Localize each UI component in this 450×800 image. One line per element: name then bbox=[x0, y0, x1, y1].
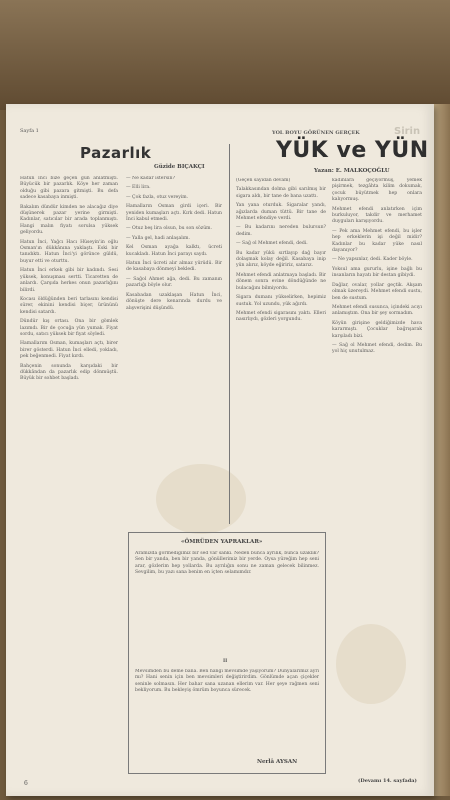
paragraph: Mehmet efendi sigarasını yaktı. Elleri nasırlıydı, gözleri yorgundu. bbox=[236, 310, 326, 323]
right-article-title: YÜK ve YÜN bbox=[276, 138, 429, 163]
paragraph: Mehmet efendi anlatmaya başladı. Bir dönem sonra evine döndüğünde ne bulacağını bilmiyordu. bbox=[236, 272, 326, 291]
paragraph: Kocası öldüğünden beri tarlasını kendisi sürer, ekinini kendisi biçer, ürününü kendisi satardı. bbox=[20, 296, 118, 315]
paragraph: Hatun İnci erkek gibi bir kadındı. Sesi yüksek, konuşması sertti. Ticaretten de anlardı. Çarşıda herkes onun pazarlığını bilirdi. bbox=[20, 268, 118, 293]
right-article-column-1 bbox=[236, 178, 326, 530]
paragraph: Talakkasından dolma gibi sarılmış bir sigara aldı, bir tane de bana uzattı. bbox=[236, 187, 326, 199]
paragraph: — Ne kadar istersin? bbox=[126, 176, 175, 181]
paragraph: Köyün girişine geldiğimizde hava kararmıştı. Çocuklar bağrışarak karşıladı bizi. bbox=[332, 320, 422, 339]
paragraph: Bahçenin sonunda karşıdaki bir dükkândan da pazarlık edip dönmüştü. Büyük bir sohbet başladı. bbox=[20, 363, 118, 382]
paragraph: — Bu kadarını nereden bulursun? dedim. bbox=[236, 225, 326, 237]
paragraph: Hamalların Osman girdi içeri. Bir yeniden kumaşları açtı. Kırk dedi. Hatun İnci kabul etmedi. bbox=[126, 204, 222, 223]
left-article-author: Güzide BIÇAKÇI bbox=[154, 164, 205, 170]
poem-title: «ÖMRÜDEN YAPRAKLAR» bbox=[181, 539, 263, 545]
paragraph: Hamallarım Osman, kumaşları açtı, birer birer gösterdi. Hatun İnci elledi, yokladı, pek beğenmedi. Fiyat kırdı. bbox=[20, 341, 118, 360]
poem-part-1 bbox=[135, 551, 319, 655]
magazine-page bbox=[6, 104, 434, 796]
issue-label: Sayfa 1 bbox=[20, 128, 39, 134]
paragraph: Hatun İnci, Yağcı Hacı Hüseyin'in oğlu Osman'ın dükkânına yaklaştı. Eski bir tanıdıktı. Hatun İnci'yi görünce güldü, buyur etti ve oturttu. bbox=[20, 239, 118, 264]
poem-section-marker: II bbox=[223, 659, 228, 664]
paragraph: — Pek ama Mehmet efendi, bu işler hep erkeklerin işi değil midir? Kadınlar bu kadar yüke nasıl dayanıyor? bbox=[332, 228, 422, 254]
bleed-through-title: Sirin bbox=[394, 126, 421, 137]
paragraph: — Ne yapsınlar, dedi. Kader böyle. bbox=[332, 257, 413, 263]
paragraph: — Elli lira. bbox=[126, 185, 151, 191]
paragraph: (Geçen sayıdan devam) bbox=[236, 178, 291, 183]
right-article-header: YOL BOYU GÖRÜNEN GERÇEK bbox=[272, 130, 360, 136]
paragraph: Sigara dumanı yükselirken, hepimiz sustuk. Yol uzundu, yük ağırdı. bbox=[236, 295, 326, 307]
paragraph: Bakalım dündür kimden ne alacağız diye düşünerek pazar yerine girmişti. Kadınlar, satıcılar bir arada toplanmıştı. Hangi malın fiyatı sorulsa yüksek geliyordu. bbox=[20, 204, 118, 236]
paragraph: Bu kadar yükü sırtlayıp dağ bayır dolaşmak kolay değil. Kasabaya inip yün alırız, köyde eğiririz, satarız. bbox=[236, 250, 326, 269]
paragraph: Yan yana oturduk. Sigaralar yandı, ağızlarda duman tüttü. Bir tane de Mehmet efendiye verdi. bbox=[236, 203, 326, 222]
poem-signature: Nerlâ AYSAN bbox=[257, 759, 298, 765]
paragraph: Kel Osman ayağa kalktı, ücreti kucakladı. Hatun İnci parayı saydı. bbox=[126, 245, 222, 257]
right-article-author: Yazan: E. MALKOÇOĞLU bbox=[314, 168, 390, 174]
left-article-title: Pazarlık bbox=[80, 144, 152, 162]
page-number: 6 bbox=[24, 780, 28, 787]
column-divider bbox=[229, 144, 230, 524]
background-wall bbox=[0, 0, 450, 110]
paragraph: — Sağol Ahmet ağa, dedi. Bu zamanın pazarlığı böyle olur. bbox=[126, 276, 222, 289]
paragraph: — Sağ ol Mehmet efendi, dedim. Bu yol hiç unutulmaz. bbox=[332, 342, 422, 355]
paragraph: — Yalla gel, hadi anlaşalım. bbox=[126, 235, 190, 241]
paragraph: kadınlara geçiyormuş, yemek pişirmek, tezgâhta kilim dokumak, çocuk büyütmek hep onlara kalıyormuş. bbox=[332, 178, 422, 203]
paragraph: Hatun İnci bize geçen gün anlatmıştı. Büyücük bir pazarlık. Köye her zaman olduğu gibi pazara gitmişti. Bu defa sadece kasabaya inmişti. bbox=[20, 176, 118, 201]
paragraph: Yoksul ama gururlu, işine bağlı bu insanların hayatı bir destan gibiydi. bbox=[332, 266, 422, 279]
poem-box bbox=[128, 532, 326, 774]
paragraph: Dündür kış ortası. Ona bir gömlek lazımdı. Bir de çocuğa yün yumak. Fiyat sordu, satıcı yüksek bir fiyat söyledi. bbox=[20, 319, 118, 337]
paragraph: Dağlar, ovalar, yollar geçtik. Akşam olmak üzereydi. Mehmet efendi sustu, ben de sustum. bbox=[332, 282, 422, 301]
paragraph: — Sağ ol Mehmet efendi, dedi. bbox=[236, 241, 308, 247]
paragraph: Aramızda görmediğimiz bir sed var sanki. Neden bunca ayrılık, bunca uzaklık? Sen bir yanda, ben bir yanda, gönüllerimiz bir yerde. Oysa yüreğim hep seni arar, gözlerim hep yollarda. Bu ayrılığın sonu ne zaman gelecek bilinmez. Sevgilim, bu yazı sana benim en içten selamımdır. bbox=[135, 551, 319, 576]
paragraph: — Otuz beş lira olsun, bu son sözüm. bbox=[126, 226, 212, 232]
poem-part-2 bbox=[135, 669, 319, 753]
page-spine bbox=[434, 104, 450, 796]
paragraph: Mehmet efendi anlatırken içim burkuluyor, takdir ve merhamet duyguları karışıyordu. bbox=[332, 206, 422, 225]
paragraph: Mehmet efendi susunca, içindeki acıyı anlamıştım. Ona bir şey sormadım. bbox=[332, 304, 422, 317]
paragraph: — Çok fazla, otuz vereyim. bbox=[126, 194, 189, 200]
right-article-column-2 bbox=[332, 178, 422, 770]
paragraph: Kasabadan uzaklaşan Hatun İnci, dönüşte dere kenarında durdu ve alışverişini düşündü. bbox=[126, 292, 222, 311]
continued-note: (Devamı 14. sayfada) bbox=[358, 778, 417, 784]
left-article-column-1 bbox=[20, 176, 118, 788]
paragraph: Mevsimden bu deme bana. Ben hangi mevsimde yaşıyorum? Dünyalarımız ayrı mı? Hani senin için ben mevsimleri değiştirirdim. Gönlümde açan çiçekler seninle solmasın. Her bahar sana uzanan ellerim var. Her şeye rağmen seni bekliyorum. Bu bekleyiş ömrüm boyunca sürecek. bbox=[135, 669, 319, 694]
paragraph: Hatun İnci ücreti alır almaz yürüdü. Bir de kasabaya dönmeyi bekledi. bbox=[126, 261, 222, 273]
